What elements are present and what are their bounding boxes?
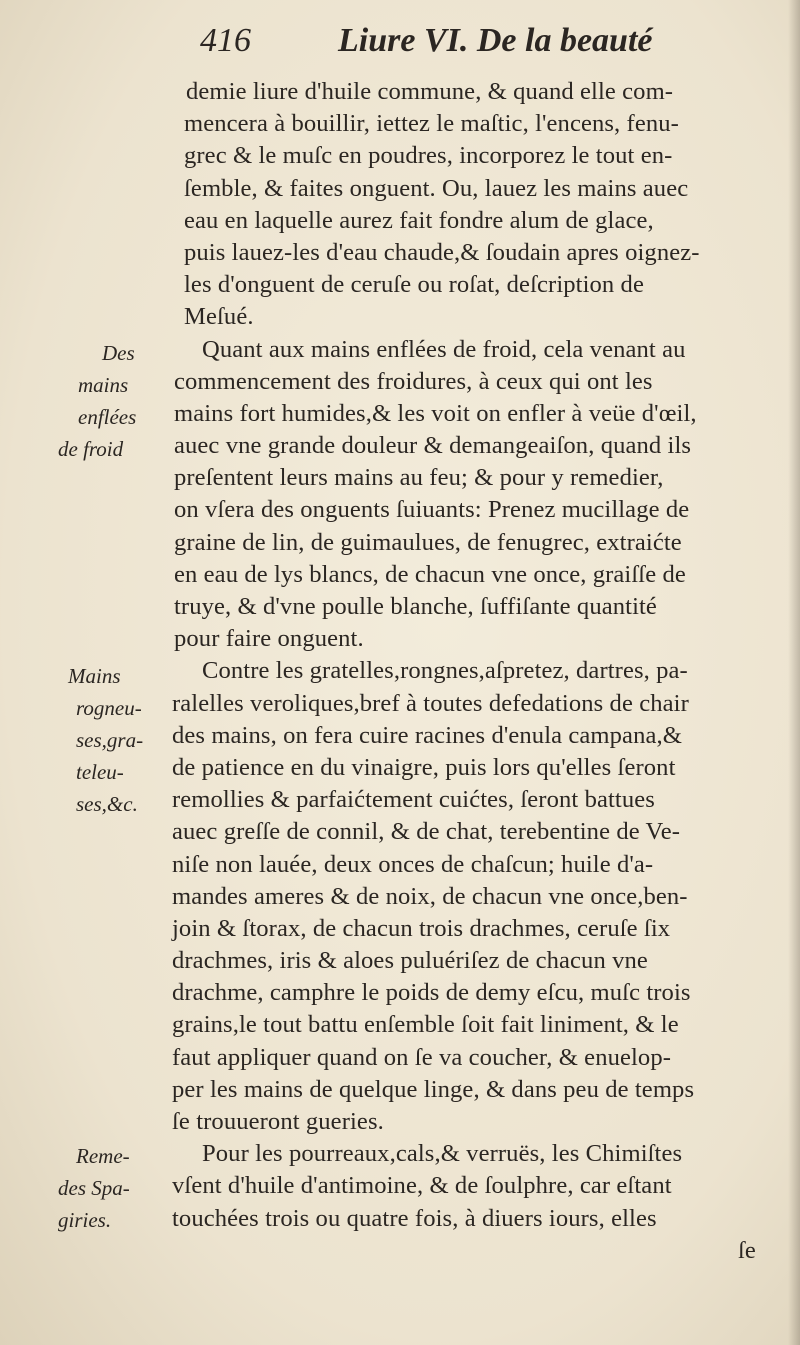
text-line: graine de lin, de guimaulues, de fenugrec, extraićte <box>174 528 682 556</box>
text-line: ſe trouueront gueries. <box>172 1108 384 1135</box>
text-line: touchées trois ou quatre fois, à diuers iours, elles <box>172 1204 657 1232</box>
text-line: mandes ameres & de noix, de chacun vne once,ben- <box>172 882 688 910</box>
paragraph-start: Pour les pourreaux,cals,& verruës, les Chimiſtes <box>202 1140 683 1168</box>
margin-line: rogneu- <box>76 696 142 720</box>
text-line: auec greſſe de connil, & de chat, terebentine de Ve- <box>172 818 681 846</box>
text-line: en eau de lys blancs, de chacun vne once, graiſſe de <box>174 560 686 588</box>
margin-line: enflées <box>78 405 137 429</box>
text-line: eau en laquelle aurez fait fondre alum de glace, <box>184 206 654 234</box>
text-line: drachme, camphre le poids de demy eſcu, muſc trois <box>172 979 691 1007</box>
text-line: ſemble, & faites onguent. Ou, lauez les mains auec <box>184 174 689 202</box>
text-line: per les mains de quelque linge, & dans peu de temps <box>172 1075 695 1103</box>
margin-line: Reme- <box>76 1144 130 1168</box>
running-title: Liure VI. De la beauté <box>338 22 653 59</box>
text-line: mains fort humides,& les voit on enfler à veüe d'œil, <box>174 399 697 427</box>
margin-line: ses,&c. <box>76 792 138 816</box>
text-line: demie liure d'huile commune, & quand elle com- <box>186 78 674 105</box>
text-line: commencement des froidures, à ceux qui ont les <box>174 367 653 395</box>
margin-line: Mains <box>68 664 121 688</box>
page-edge-shadow <box>788 0 800 1345</box>
text-line: niſe non lauée, deux onces de chaſcun; huile d'a- <box>172 850 654 878</box>
text-line: remollies & parfaićtement cuićtes, ſeront battues <box>172 786 655 814</box>
text-line: vſent d'huile d'antimoine, & de ſoulphre, car eſtant <box>172 1172 672 1200</box>
text-line: grec & le muſc en poudres, incorporez le tout en- <box>184 142 673 170</box>
text-line: puis lauez-les d'eau chaude,& ſoudain apres oignez- <box>184 238 700 266</box>
text-line: mencera à bouillir, iettez le maſtic, l'encens, fenu- <box>184 110 679 138</box>
paragraph-start: Contre les gratelles,rongnes,aſpretez, dartres, pa- <box>202 657 688 685</box>
text-line: preſentent leurs mains au feu; & pour y remedier, <box>174 464 664 492</box>
text-line: des mains, on fera cuire racines d'enula campana,& <box>172 721 682 749</box>
text-line: pour faire onguent. <box>174 625 364 653</box>
marginal-note-1 <box>58 337 168 465</box>
text-line: les d'onguent de ceruſe ou roſat, deſcription de <box>184 271 644 299</box>
catchword: ſe <box>738 1236 756 1264</box>
text-line: Meſué. <box>184 303 254 331</box>
text-line: auec vne grande douleur & demangeaiſon, quand ils <box>174 432 692 460</box>
margin-line: mains <box>78 373 129 397</box>
margin-line: giries. <box>58 1208 112 1232</box>
margin-line: Des <box>102 341 135 365</box>
marginal-note-3 <box>58 1140 168 1236</box>
margin-line: teleu- <box>76 760 124 784</box>
text-line: on vſera des onguents ſuiuants: Prenez mucillage de <box>174 496 690 524</box>
text-line: faut appliquer quand on ſe va coucher, & enuelop- <box>172 1043 672 1071</box>
page-header <box>200 22 720 72</box>
paragraph-start: Quant aux mains enflées de froid, cela venant au <box>202 335 686 363</box>
margin-line: de froid <box>58 437 124 461</box>
text-line: drachmes, iris & aloes puluériſez de chacun vne <box>172 947 648 975</box>
text-line: de patience en du vinaigre, puis lors qu'elles ſeront <box>172 753 676 781</box>
margin-line: ses,gra- <box>76 728 144 752</box>
text-line: truye, & d'vne poulle blanche, ſuffiſante quantité <box>174 593 657 620</box>
margin-line: des Spa- <box>58 1176 130 1200</box>
text-line: join & ſtorax, de chacun trois drachmes, ceruſe ſix <box>172 914 671 942</box>
page-number: 416 <box>200 22 251 59</box>
text-line: grains,le tout battu enſemble ſoit fait liniment, & le <box>172 1011 679 1039</box>
marginal-note-2 <box>58 660 168 820</box>
body-text <box>172 76 772 1267</box>
text-line: ralelles veroliques,bref à toutes defedations de chair <box>172 689 689 717</box>
